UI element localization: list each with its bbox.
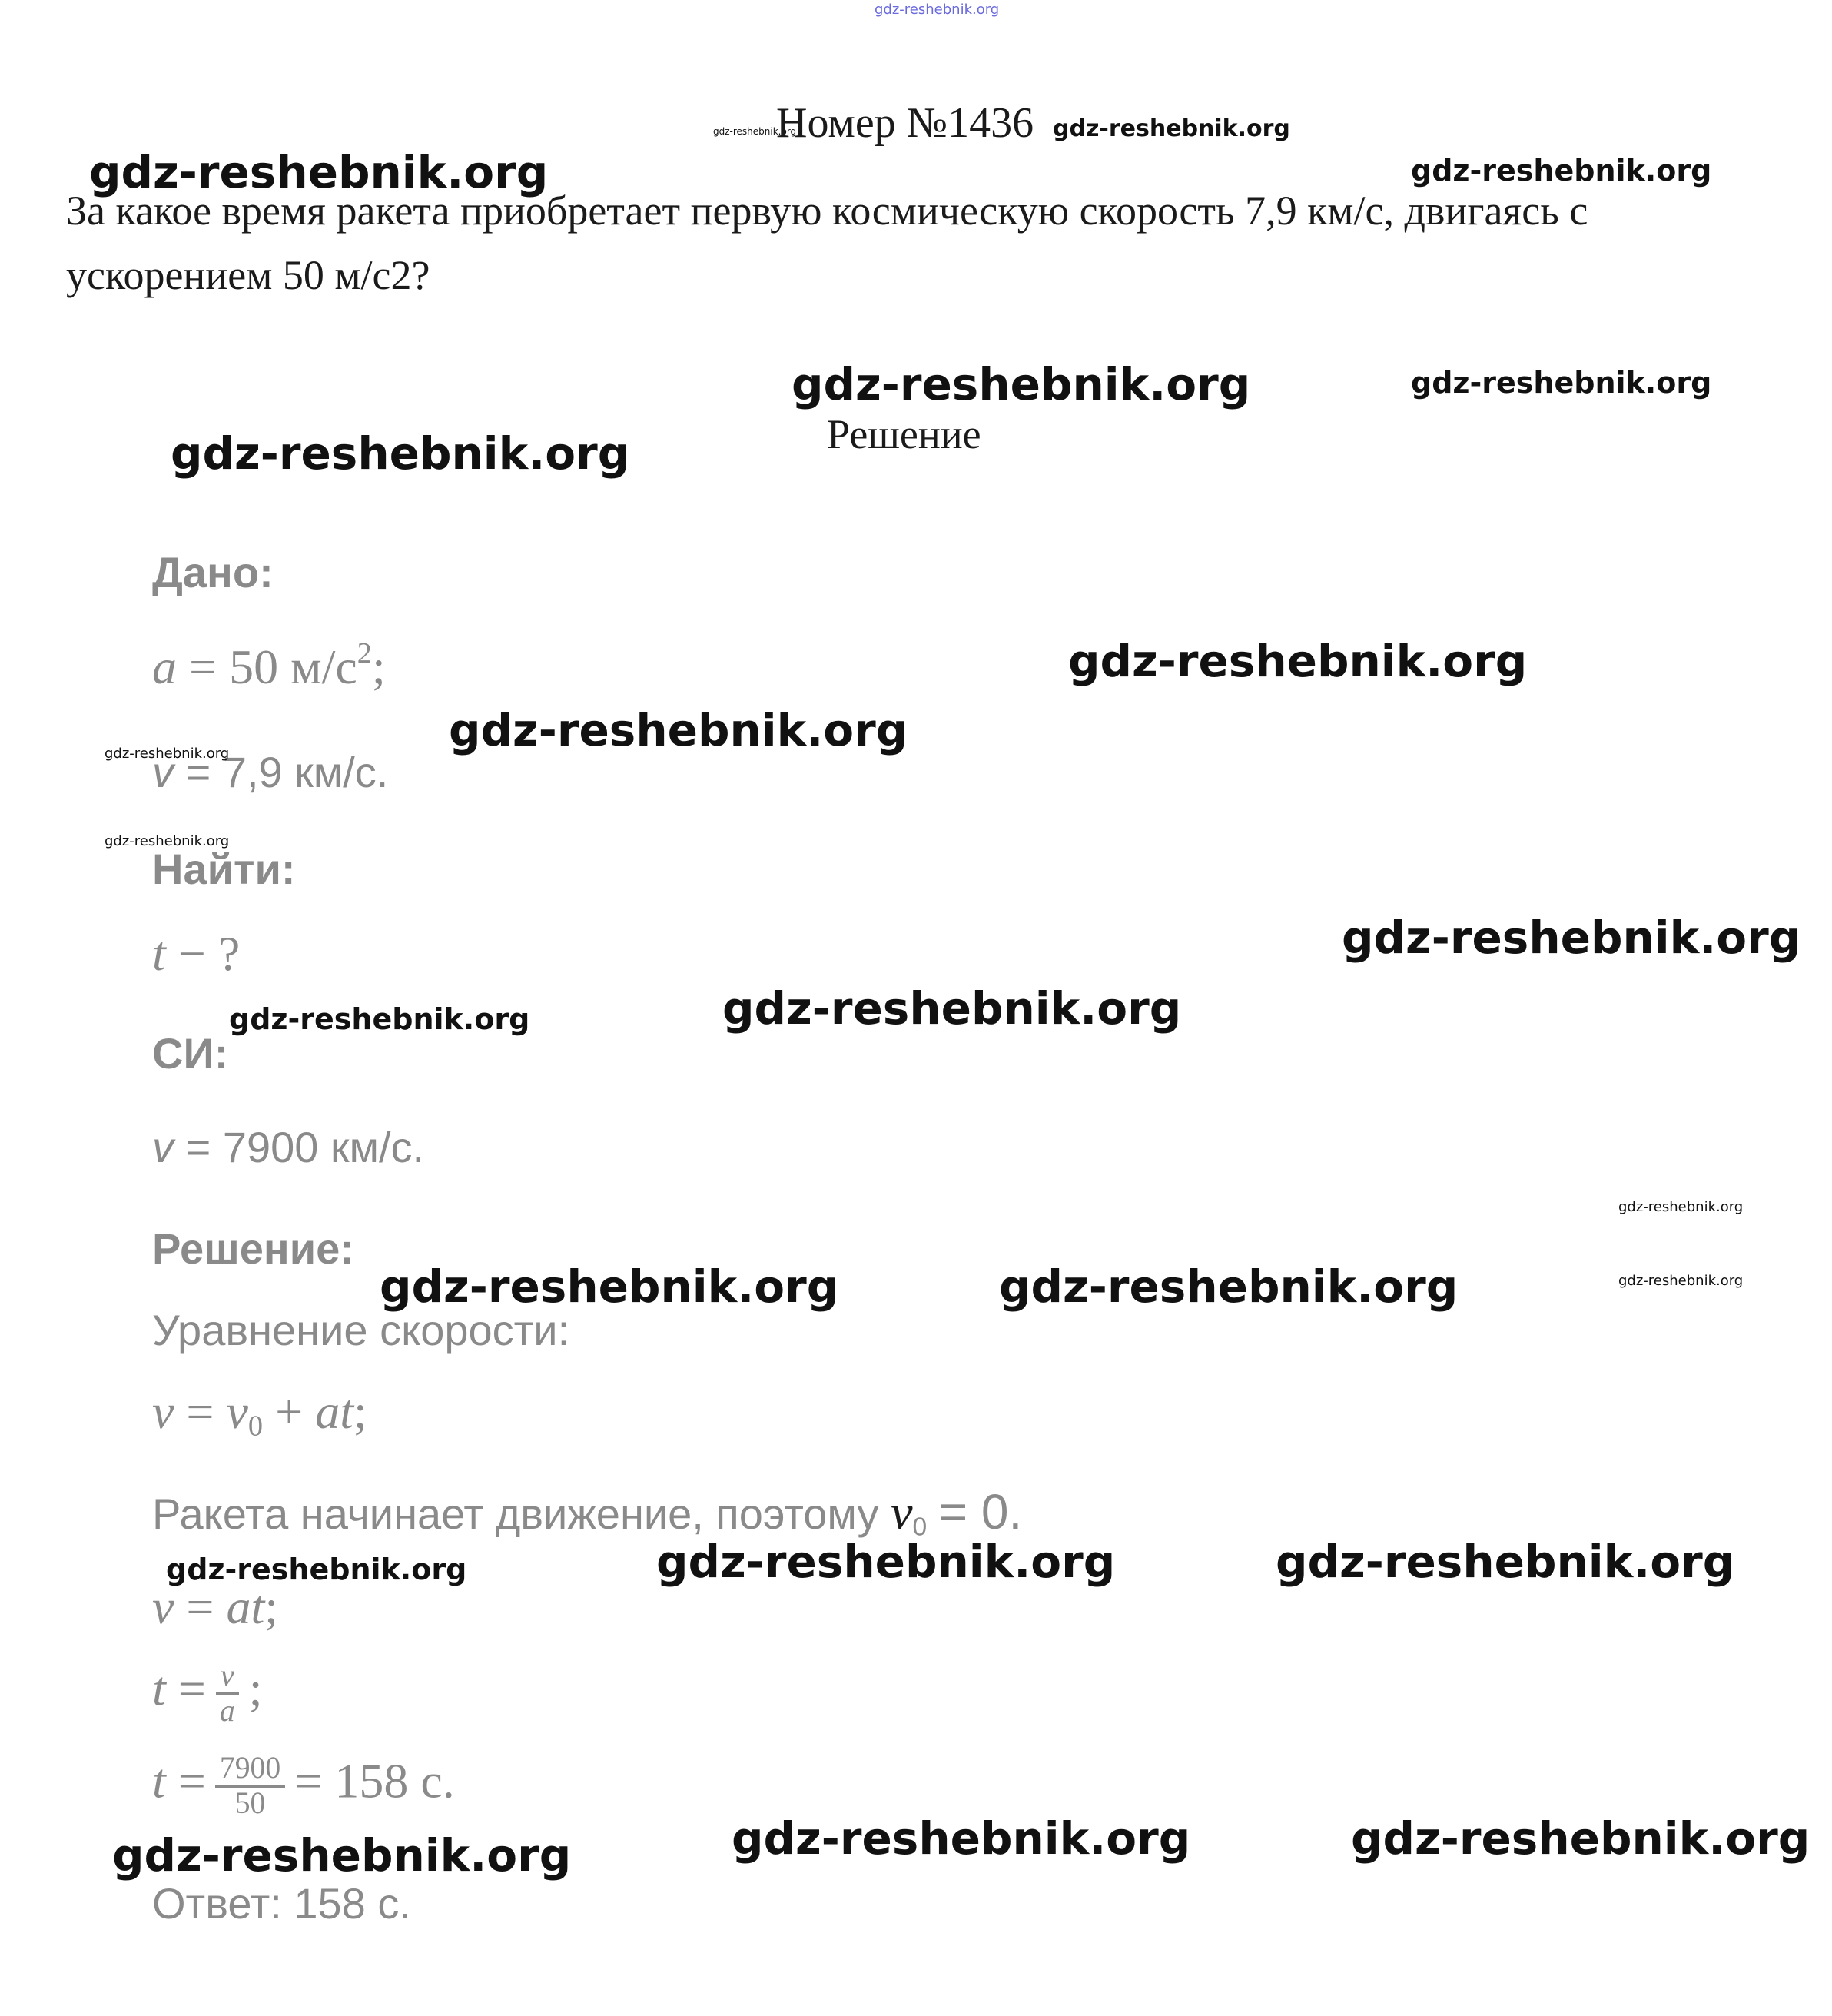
equation-t-fraction: t = $\frac{v}{a}$ ; (152, 1659, 263, 1728)
watermark: gdz-reshebnik.org (105, 833, 230, 849)
watermark: gdz-reshebnik.org (166, 1553, 467, 1586)
answer: Ответ: 158 с. (152, 1879, 411, 1928)
equation-v-at: v = at; (152, 1579, 279, 1634)
watermark: gdz-reshebnik.org (875, 2, 1000, 18)
watermark: gdz-reshebnik.org (792, 358, 1251, 410)
given-a: a = 50 $м/с^2$; (152, 637, 386, 694)
si-label: СИ: (152, 1029, 229, 1078)
watermark: gdz-reshebnik.org (1411, 366, 1712, 400)
watermark: gdz-reshebnik.org (656, 1536, 1116, 1588)
watermark: gdz-reshebnik.org (713, 126, 797, 137)
equation-velocity: $v = v_0$ + at; (152, 1384, 367, 1443)
watermark: gdz-reshebnik.org (722, 982, 1182, 1035)
watermark: gdz-reshebnik.org (1068, 635, 1528, 687)
watermark: gdz-reshebnik.org (1351, 1812, 1810, 1865)
watermark: gdz-reshebnik.org (1618, 1273, 1744, 1289)
find-label: Найти: (152, 845, 296, 893)
watermark: gdz-reshebnik.org (171, 427, 630, 480)
watermark: gdz-reshebnik.org (1342, 912, 1801, 964)
given-v: v = 7,9 км/с. (152, 748, 389, 796)
watermark: gdz-reshebnik.org (732, 1812, 1191, 1865)
watermark: gdz-reshebnik.org (105, 746, 230, 762)
given-label: Дано: (152, 548, 274, 596)
equation-t-value: t = $\frac{7900}{50}$ = 158 с. (152, 1751, 455, 1820)
equation-label: Уравнение скорости: (152, 1306, 570, 1354)
watermark: gdz-reshebnik.org (89, 146, 549, 198)
solution-label: Решение: (152, 1224, 354, 1273)
note-line: Ракета начинает движение, поэтому $v_0 = 0$. (152, 1484, 1023, 1542)
watermark: gdz-reshebnik.org (999, 1260, 1459, 1313)
watermark: gdz-reshebnik.org (229, 1002, 530, 1036)
si-v: v = 7900 км/с. (152, 1123, 425, 1171)
page-title: Номер №1436 (776, 99, 1034, 147)
watermark: gdz-reshebnik.org (1618, 1199, 1744, 1215)
find-t: t − ? (152, 926, 241, 981)
watermark: gdz-reshebnik.org (449, 704, 908, 756)
problem-text: За какое время ракета приобретает первую космическую скорость 7,9 км/с, двигаясь с ускорением 50 м/с2? (66, 188, 1588, 298)
watermark: gdz-reshebnik.org (1276, 1536, 1735, 1588)
watermark: gdz-reshebnik.org (380, 1260, 839, 1313)
watermark: gdz-reshebnik.org (112, 1829, 572, 1881)
watermark: gdz-reshebnik.org (1411, 154, 1712, 188)
solution-heading: Решение (827, 411, 981, 457)
watermark: gdz-reshebnik.org (1053, 115, 1290, 142)
